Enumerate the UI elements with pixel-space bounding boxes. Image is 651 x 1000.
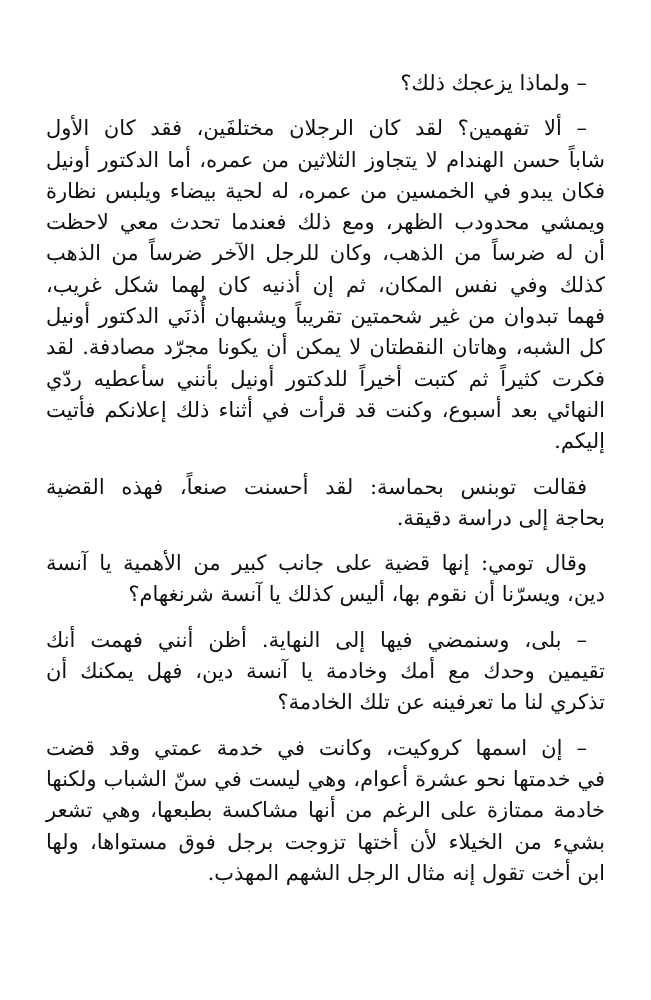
text-line: وقال تومي: إنها قضية على جانب كبير من الأهمية يا آنسة: [46, 551, 587, 576]
text-line: دين، ويسرّنا أن نقوم بها، أليس كذلك يا آنسة شرنغهام؟: [128, 582, 605, 607]
paragraph-5: [46, 625, 605, 719]
text-line: كل الشبه، وهاتان النقطتان لا يمكن أن يكونا مجرّد مصادفة. لقد: [46, 335, 605, 360]
text-line: ابن أخت تقول إنه مثال الرجل الشهم المهذب.: [207, 860, 605, 885]
text-line: إليكم.: [554, 429, 605, 454]
text-line: فكان يبدو في الخمسين من عمره، له لحية بيضاء ويلبس نظارة: [46, 178, 605, 203]
text-line: فقالت توبنس بحماسة: لقد أحسنت صنعاً، فهذه القضية: [46, 474, 587, 499]
text-line: أن له ضرساً من الذهب، وكان للرجل الآخر ضرساً من الذهب: [46, 241, 605, 266]
paragraph-1: [46, 68, 605, 99]
text-line: تذكري لنا ما تعرفينه عن تلك الخادمة؟: [277, 690, 605, 715]
text-line: – ولماذا يزعجك ذلك؟: [400, 71, 587, 95]
text-line: في خدمتها نحو عشرة أعوام، وهي ليست في سنّ الشباب ولكنها: [46, 766, 605, 791]
text-line: كذلك وفي نفس المكان، ثم إن أذنيه كان لهما شكل غريب،: [46, 272, 605, 297]
paragraph-3: [46, 472, 605, 535]
text-line: خادمة ممتازة على الرغم من أنها مشاكسة بطبعها، وهي تشعر: [46, 798, 605, 823]
text-line: بحاجة إلى دراسة دقيقة.: [396, 505, 605, 530]
text-line: فهما تبدوان من غير شحمتين تقريباً ويشبهان أُذنَي الدكتور أونيل: [46, 304, 605, 329]
text-line: فكرت كثيراً ثم كتبت أخيراً للدكتور أونيل بأنني سأعطيه ردّي: [46, 366, 605, 391]
paragraph-2: [46, 113, 605, 457]
text-line: – ألا تفهمين؟ لقد كان الرجلان مختلفَين، فقد كان الأول: [46, 116, 587, 141]
paragraph-6: [46, 733, 605, 889]
text-line: – إن اسمها كروكيت، وكانت في خدمة عمتي وقد قضت: [46, 735, 587, 760]
text-line: شاباً حسن الهندام لا يتجاوز الثلاثين من عمره، أما الدكتور أونيل: [46, 147, 605, 172]
text-line: النهائي بعد أسبوع، وكنت قد قرأت في أثناء ذلك إعلانكم فأتيت: [46, 397, 605, 422]
book-page: [46, 68, 605, 903]
text-line: بشيء من الخيلاء لأن أختها تزوجت برجل فوق مستواها، ولها: [46, 829, 605, 854]
text-line: تقيمين وحدك مع أمك وخادمة يا آنسة دين، فهل يمكنك أن: [46, 659, 605, 684]
paragraph-4: [46, 548, 605, 611]
text-line: ويمشي محدودب الظهر، ومع ذلك فعندما تحدث معي لاحظت: [46, 210, 605, 235]
text-line: – بلى، وسنمضي فيها إلى النهاية. أظن أنني فهمت أنك: [46, 627, 587, 652]
